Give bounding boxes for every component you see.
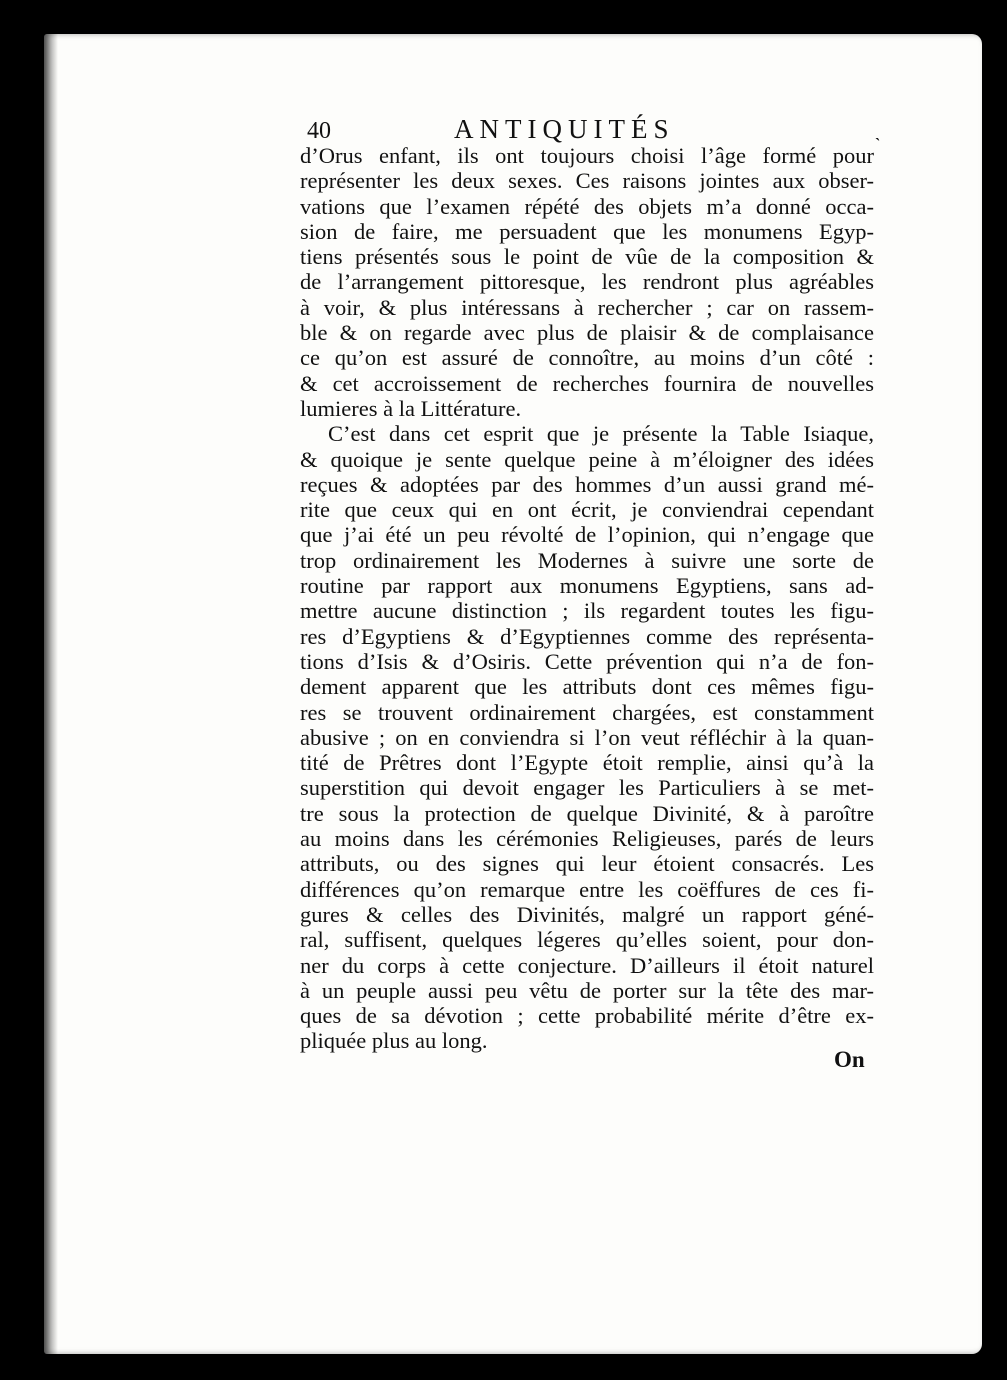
page-number: 40 xyxy=(307,118,331,144)
text-line: ques de sa dévotion ; cette probabilité mérite d’être ex- xyxy=(300,1003,874,1029)
text-line: attributs, ou des signes qui leur étoient consacrés. Les xyxy=(300,851,874,877)
text-line: au moins dans les cérémonies Religieuses, parés de leurs xyxy=(300,826,874,852)
text-line: tions d’Isis & d’Osiris. Cette prévention qui n’a de fon- xyxy=(300,648,874,674)
text-line: d’Orus enfant, ils ont toujours choisi l’âge formé pour xyxy=(300,143,874,168)
catchword: On xyxy=(834,1047,865,1072)
text-line: gures & celles des Divinités, malgré un rapport géné- xyxy=(300,901,874,927)
text-line: trop ordinairement les Modernes à suivre une sorte de xyxy=(300,547,874,573)
text-line: tité de Prêtres dont l’Egypte étoit remplie, ainsi qu’à la xyxy=(300,750,874,776)
text-line: rite que ceux qui en ont écrit, je conviendrai cependant xyxy=(300,497,874,523)
body-text xyxy=(300,143,874,1054)
text-line: ce qu’on est assuré de connoître, au moins d’un côté : xyxy=(300,345,874,371)
text-line: mettre aucune distinction ; ils regardent toutes les figu- xyxy=(300,598,874,624)
text-line: & quoique je sente quelque peine à m’éloigner des idées xyxy=(300,446,874,472)
text-line: & cet accroissement de recherches fournira de nouvelles xyxy=(300,370,874,396)
text-line: vations que l’examen répété des objets m’a donné occa- xyxy=(300,193,874,219)
text-line: res d’Egyptiens & d’Egyptiennes comme des représenta- xyxy=(300,623,874,649)
text-line: à voir, & plus intéressans à rechercher ; car on rassem- xyxy=(300,294,874,320)
text-line: dement apparent que les attributs dont ces mêmes figu- xyxy=(300,674,874,700)
text-line: représenter les deux sexes. Ces raisons jointes aux obser- xyxy=(300,168,874,194)
text-line: tiens présentés sous le point de vûe de la composition & xyxy=(300,244,874,270)
text-line: ble & on regarde avec plus de plaisir & de complaisance xyxy=(300,320,874,346)
text-line: différences qu’on remarque entre les coëffures de ces fi- xyxy=(300,876,874,902)
text-line: res se trouvent ordinairement chargées, est constamment xyxy=(300,699,874,725)
text-line: superstition qui devoit engager les Particuliers à se met- xyxy=(300,775,874,801)
paragraph-end-line: lumieres à la Littérature. xyxy=(300,395,522,421)
text-line: ner du corps à cette conjecture. D’ailleurs il étoit naturel xyxy=(300,952,874,978)
page-gutter-shadow xyxy=(44,34,58,1354)
running-title: ANTIQUITÉS xyxy=(454,114,675,144)
text-line: de l’arrangement pittoresque, les rendront plus agréables xyxy=(300,269,874,295)
text-line: que j’ai été un peu révolté de l’opinion, qui n’engage que xyxy=(300,522,874,548)
ink-speck: ` xyxy=(875,136,881,153)
text-line: ral, suffisent, quelques légeres qu’elles soient, pour don- xyxy=(300,927,874,953)
paragraph-end-line: pliquée plus au long. xyxy=(300,1028,488,1054)
text-line: tre sous la protection de quelque Divinité, & à paroître xyxy=(300,800,874,826)
text-line: reçues & adoptées par des hommes d’un aussi grand mé- xyxy=(300,471,874,497)
paragraph-first-line: C’est dans cet esprit que je présente la Table Isiaque, xyxy=(328,421,874,447)
text-line: à un peuple aussi peu vêtu de porter sur la tête des mar- xyxy=(300,977,874,1003)
text-line: abusive ; on en conviendra si l’on veut réfléchir à la quan- xyxy=(300,724,874,750)
text-line: sion de faire, me persuadent que les monumens Egyp- xyxy=(300,218,874,244)
text-line: routine par rapport aux monumens Egyptiens, sans ad- xyxy=(300,573,874,599)
